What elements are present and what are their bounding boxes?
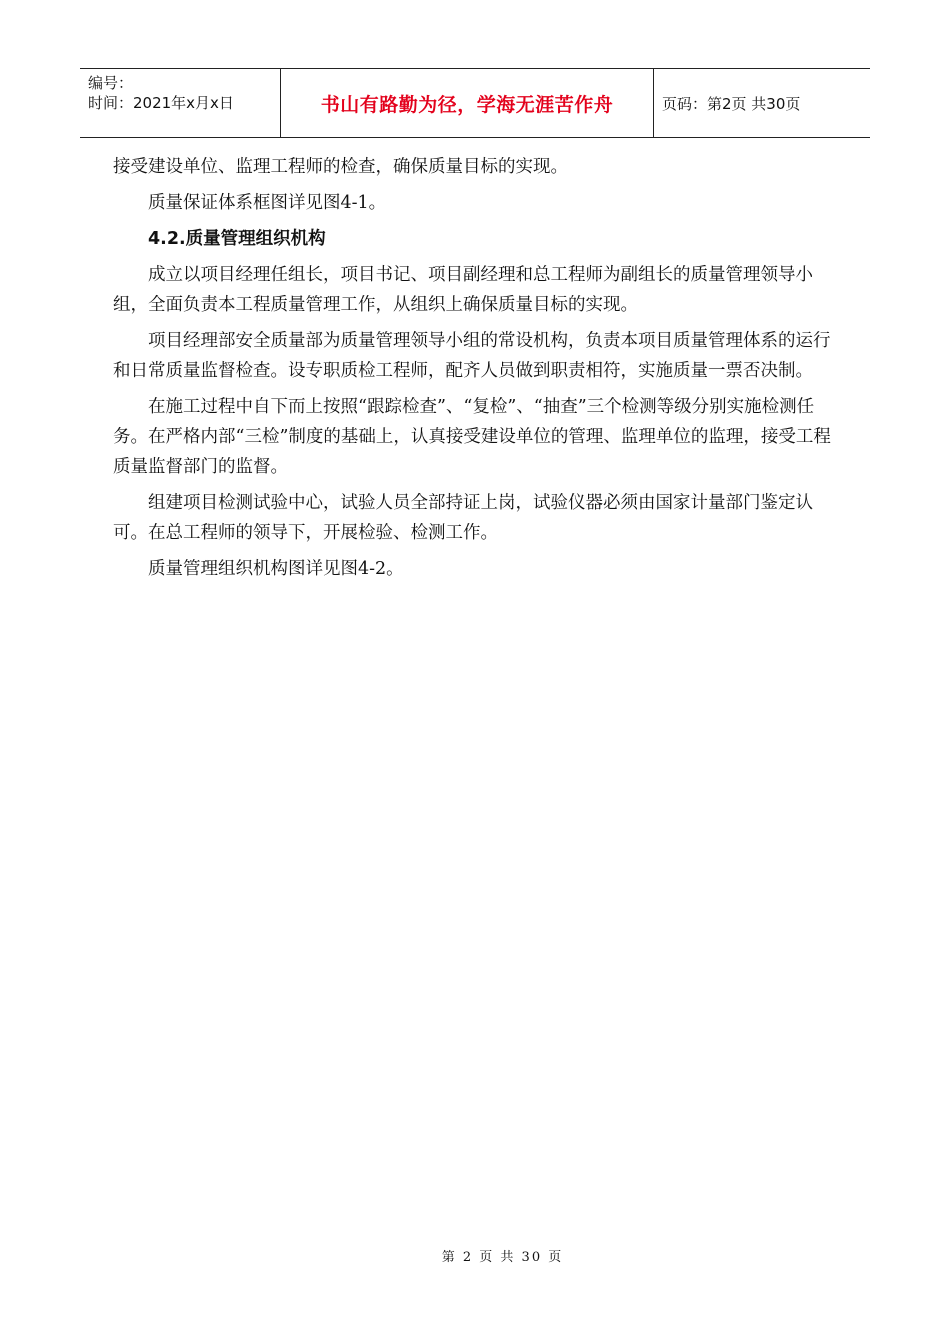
page-header <box>80 68 870 138</box>
paragraph: 组建项目检测试验中心，试验人员全部持证上岗，试验仪器必须由国家计量部门鉴定认可。在总工程师的领导下，开展检验、检测工作。 <box>113 493 813 543</box>
section-heading: 4.2.质量管理组织机构 <box>148 229 326 249</box>
paragraph: 成立以项目经理任组长，项目书记、项目副经理和总工程师为副组长的质量管理领导小组，全面负责本工程质量管理工作，从组织上确保质量目标的实现。 <box>113 265 813 315</box>
paragraph: 接受建设单位、监理工程师的检查，确保质量目标的实现。 <box>113 157 568 177</box>
document-body <box>113 152 835 590</box>
header-page-info: 页码：第2页 共30页 <box>662 94 801 113</box>
page-footer: 第 2 页 共 30 页 <box>441 1250 564 1265</box>
paragraph: 在施工过程中自下而上按照“跟踪检查”、“复检”、“抽查”三个检测等级分别实施检测任务。在严格内部“三检”制度的基础上，认真接受建设单位的管理、监理单位的监理，接受工程质量监督部门的监督。 <box>113 397 831 477</box>
paragraph: 质量保证体系框图详见图4-1。 <box>148 193 387 213</box>
document-number-label: 编号： <box>88 74 134 92</box>
header-meta <box>80 69 281 137</box>
document-date: 时间：2021年x月x日 <box>88 94 234 112</box>
paragraph: 项目经理部安全质量部为质量管理领导小组的常设机构，负责本项目质量管理体系的运行和日常质量监督检查。设专职质检工程师，配齐人员做到职责相符，实施质量一票否决制。 <box>113 331 831 381</box>
paragraph: 质量管理组织机构图详见图4-2。 <box>148 559 404 579</box>
header-motto: 书山有路勤为径，学海无涯苦作舟 <box>281 69 654 137</box>
